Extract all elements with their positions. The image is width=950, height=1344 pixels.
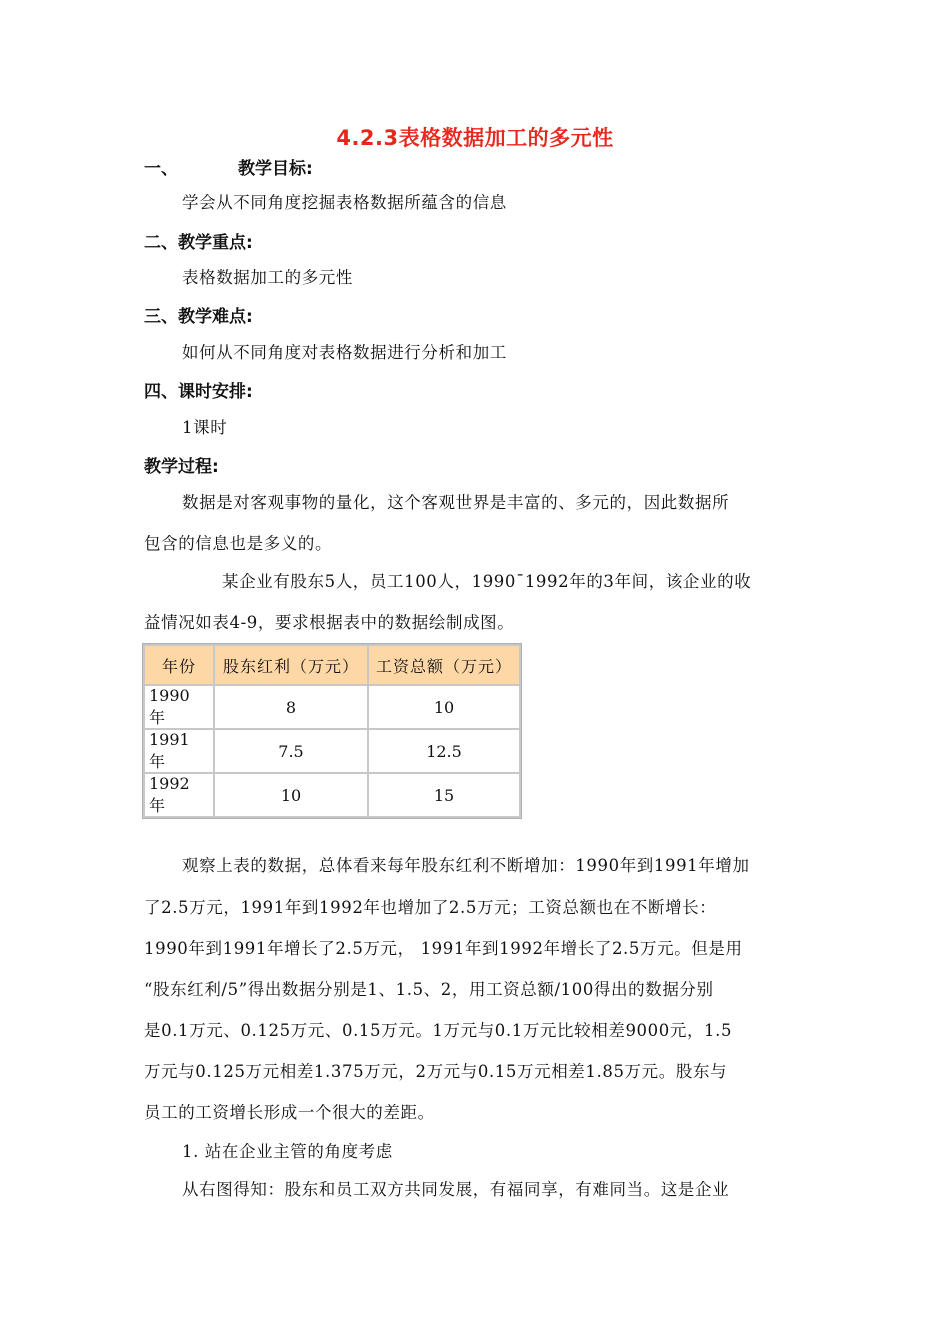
- table-cell: 15: [369, 774, 519, 816]
- table-row: [145, 774, 519, 816]
- table-row: [145, 730, 519, 772]
- paragraph-line: 1990年到1991年增长了2.5万元， 1991年到1992年增长了2.5万元。但是用: [144, 939, 743, 958]
- section-heading-key-points: [144, 228, 253, 253]
- document-title: 4.2.3表格数据加工的多元性: [336, 126, 614, 150]
- paragraph-line: 了2.5万元，1991年到1992年也增加了2.5万元；工资总额也在不断增长：: [144, 898, 717, 917]
- table-cell: 8: [215, 686, 367, 728]
- section-number: 四、: [144, 382, 178, 402]
- section-number: 三、: [144, 307, 178, 327]
- table-cell: 1992 年: [145, 774, 213, 816]
- table-cell: 12.5: [369, 730, 519, 772]
- objectives-text: 学会从不同角度挖掘表格数据所蕴含的信息: [182, 193, 507, 212]
- section-label: 教学目标:: [238, 159, 313, 179]
- revenue-table: [142, 643, 522, 819]
- table-cell: 10: [215, 774, 367, 816]
- paragraph-line: 是0.1万元、0.125万元、0.15万元。1万元与0.1万元比较相差9000元，1.5: [144, 1021, 733, 1040]
- key-points-text: 表格数据加工的多元性: [182, 268, 353, 287]
- table-cell: 1991 年: [145, 730, 213, 772]
- table-header-cell: 工资总额（万元）: [369, 646, 519, 684]
- section-heading-schedule: [144, 377, 253, 402]
- difficulties-text: 如何从不同角度对表格数据进行分析和加工: [182, 343, 507, 362]
- table-cell: 10: [369, 686, 519, 728]
- table-header-cell: 股东红利（万元）: [215, 646, 367, 684]
- section-label: 教学重点:: [178, 233, 253, 253]
- paragraph-line: “股东红利/5”得出数据分别是1、1.5、2，用工资总额/100得出的数据分别: [144, 980, 714, 999]
- paragraph-line: 从右图得知：股东和员工双方共同发展，有福同享，有难同当。这是企业: [182, 1180, 730, 1199]
- paragraph-line: 某企业有股东5人，员工100人，1990¯1992年的3年间，该企业的收: [222, 572, 752, 591]
- section-heading-difficulties: [144, 302, 253, 327]
- paragraph-line: 益情况如表4-9，要求根据表中的数据绘制成图。: [144, 613, 515, 632]
- section-number: 一、: [144, 159, 178, 179]
- list-item: 1. 站在企业主管的角度考虑: [182, 1142, 393, 1161]
- section-label: 课时安排:: [178, 382, 253, 402]
- section-heading-objectives: [144, 154, 313, 179]
- table-cell: 1990 年: [145, 686, 213, 728]
- section-label: 教学难点:: [178, 307, 253, 327]
- table-cell: 7.5: [215, 730, 367, 772]
- table-header-cell: 年份: [145, 646, 213, 684]
- table-row: [145, 686, 519, 728]
- section-number: 二、: [144, 233, 178, 253]
- paragraph-line: 数据是对客观事物的量化，这个客观世界是丰富的、多元的，因此数据所: [182, 493, 730, 512]
- paragraph-line: 观察上表的数据，总体看来每年股东红利不断增加：1990年到1991年增加: [182, 856, 750, 875]
- paragraph-line: 包含的信息也是多义的。: [144, 534, 333, 553]
- table-header-row: [145, 646, 519, 684]
- schedule-text: 1课时: [182, 418, 228, 437]
- process-heading: 教学过程:: [144, 457, 219, 477]
- paragraph-line: 万元与0.125万元相差1.375万元，2万元与0.15万元相差1.85万元。股东与: [144, 1062, 728, 1081]
- paragraph-line: 员工的工资增长形成一个很大的差距。: [144, 1103, 435, 1122]
